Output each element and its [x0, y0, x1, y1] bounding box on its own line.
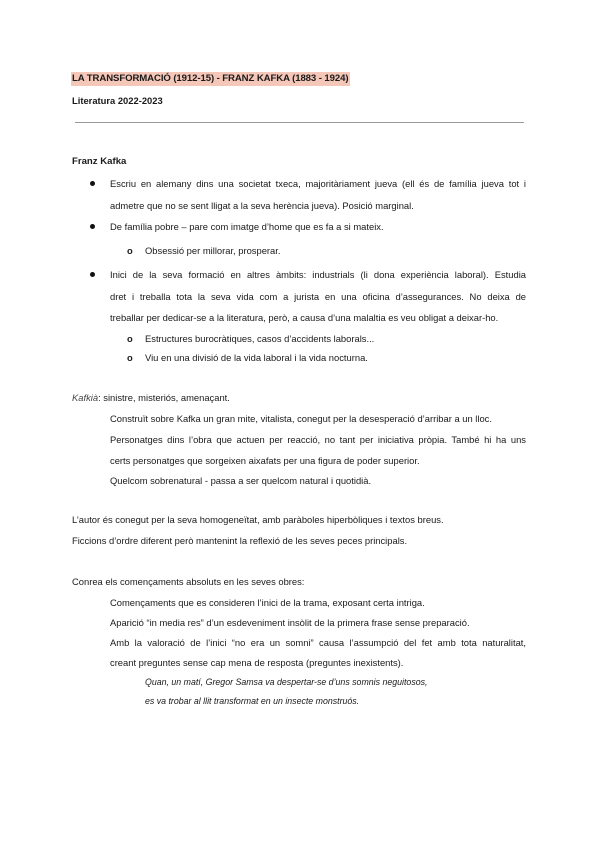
sub-bullet-marker: o: [127, 352, 133, 363]
kafkia-meaning: : sinistre, misteriós, amenaçant.: [98, 392, 230, 403]
quote-line-1: Quan, un matí, Gregor Samsa va despertar-se d’uns somnis neguitosos,: [145, 677, 428, 687]
bullet-2: De família pobre – pare com imatge d’home que es fa a si mateix.: [110, 221, 384, 232]
beginnings-line-4: creant preguntes sense cap mena de resposta (preguntes inexistents).: [110, 657, 404, 668]
document-subtitle: Literatura 2022-2023: [72, 95, 163, 106]
paragraph-fictions: Ficcions d’ordre diferent però mantenint la reflexió de les seves peces principals.: [72, 535, 408, 546]
horizontal-divider: [75, 122, 524, 123]
document-title: LA TRANSFORMACIÓ (1912-15) - FRANZ KAFKA (1883 - 1924): [72, 73, 349, 84]
bullet-1-line-1: Escriu en alemany dins una societat txeca, majoritàriament jueva (ell és de família jueva tot i: [110, 178, 526, 189]
bullet-3-line-3: treballar per dedicar-se a la literatura, però, a causa d’una malaltia es veu obligat a deixar-ho.: [110, 312, 499, 323]
bullet-3-sub-2: Viu en una divisió de la vida laboral i la vida nocturna.: [145, 352, 368, 363]
bullet-dot-icon: [90, 272, 95, 277]
paragraph-homogeneity: L’autor és conegut per la seva homogeneïtat, amb paràboles hiperbòliques i textos breus.: [72, 514, 444, 525]
kafkia-line-2: Personatges dins l’obra que actuen per reacció, no tant per iniciativa pròpia. També hi ha uns: [110, 434, 526, 445]
bullet-2-sub: Obsessió per millorar, prosperar.: [145, 245, 281, 256]
bullet-dot-icon: [90, 181, 95, 186]
beginnings-line-3: Amb la valoració de l’inici “no era un somni” causa l’assumpció del fet amb tota naturalitat,: [110, 637, 526, 648]
bullet-3-line-2: dret i treballa tota la seva vida com a jurista en una oficina d’assegurances. No deixa de: [110, 291, 526, 302]
kafkia-definition: [72, 392, 230, 403]
kafkia-line-1: Construït sobre Kafka un gran mite, vitalista, conegut per la desesperació d’arribar a un lloc.: [110, 413, 492, 424]
sub-bullet-marker: o: [127, 333, 133, 344]
section-heading-franz-kafka: Franz Kafka: [72, 156, 127, 167]
kafkia-line-3: certs personatges que sorgeixen aixafats per una figura de poder superior.: [110, 455, 420, 466]
beginnings-line-2: Aparició “in media res” d’un esdeveniment insòlit de la primera frase sense preparació.: [110, 617, 470, 628]
quote-line-2: es va trobar al llit transformat en un insecte monstruós.: [145, 696, 360, 706]
bullet-dot-icon: [90, 224, 95, 229]
bullet-1-line-2: admetre que no se sent lligat a la seva herència jueva). Posició marginal.: [110, 200, 414, 211]
sub-bullet-marker: o: [127, 245, 133, 256]
kafkia-term: Kafkià: [72, 392, 99, 403]
beginnings-line-1: Començaments que es consideren l’inici de la trama, exposant certa intriga.: [110, 597, 425, 608]
beginnings-intro: Conrea els començaments absoluts en les seves obres:: [72, 576, 305, 587]
bullet-3-sub-1: Estructures burocràtiques, casos d’accidents laborals...: [145, 333, 375, 344]
kafkia-line-4: Quelcom sobrenatural - passa a ser quelcom natural i quotidià.: [110, 475, 372, 486]
bullet-3-line-1: Inici de la seva formació en altres àmbits: industrials (li dona experiència laboral). Estudia: [110, 269, 526, 280]
